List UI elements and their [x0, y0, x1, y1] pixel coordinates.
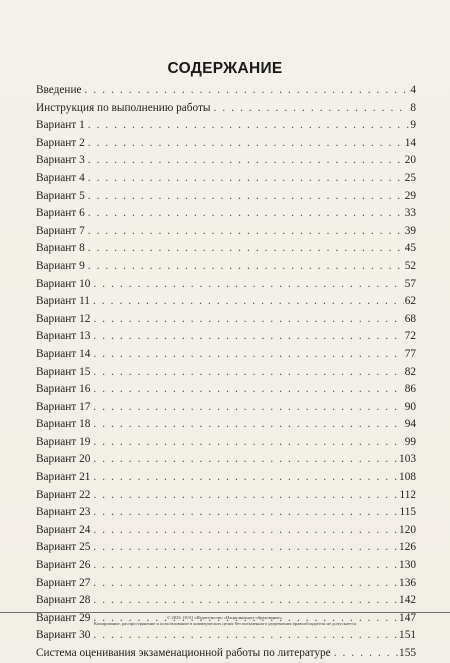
toc-dot-leader	[93, 539, 398, 557]
toc-entry-page-number: 29	[404, 189, 416, 202]
toc-dot-leader	[214, 100, 410, 118]
toc-entry	[36, 188, 416, 206]
toc-dot-leader	[93, 381, 403, 399]
toc-entry-label: Вариант 13	[36, 330, 91, 343]
toc-entry-page-number: 151	[399, 629, 416, 642]
toc-entry	[36, 82, 416, 100]
toc-entry-page-number: 9	[410, 119, 416, 132]
toc-entry-label: Вариант 5	[36, 189, 85, 202]
table-of-contents	[36, 82, 416, 663]
toc-entry	[36, 592, 416, 610]
toc-dot-leader	[93, 346, 403, 364]
toc-entry-page-number: 45	[404, 242, 416, 255]
toc-entry-page-number: 82	[404, 365, 416, 378]
toc-entry	[36, 451, 416, 469]
toc-entry-label: Вариант 29	[36, 611, 91, 624]
toc-dot-leader	[88, 258, 404, 276]
footer-notice: Копирование, распространение и использование в коммерческих целях без письменного разрешения правообладателя не допускается	[93, 621, 357, 626]
toc-entry-label: Вариант 9	[36, 259, 85, 272]
footer-copyright: © 2023. ООО «Издательство «Национальное образование».	[166, 615, 284, 620]
toc-entry-label: Вариант 6	[36, 207, 85, 220]
toc-entry-page-number: 142	[399, 594, 416, 607]
toc-entry-label: Вариант 14	[36, 347, 91, 360]
toc-entry-label: Вариант 11	[36, 295, 90, 308]
toc-entry	[36, 557, 416, 575]
toc-entry-label: Вариант 17	[36, 400, 91, 413]
toc-entry-label: Вариант 1	[36, 119, 85, 132]
toc-entry-page-number: 108	[399, 471, 416, 484]
toc-entry-page-number: 130	[399, 559, 416, 572]
toc-entry-page-number: 68	[404, 312, 416, 325]
toc-entry-page-number: 4	[410, 84, 416, 96]
toc-entry-label: Вариант 16	[36, 383, 91, 396]
toc-dot-leader	[93, 557, 398, 575]
toc-entry-label: Вариант 26	[36, 559, 91, 572]
toc-dot-leader	[88, 223, 404, 241]
toc-entry-label: Вариант 27	[36, 576, 91, 589]
toc-entry-label: Инструкция по выполнению работы	[36, 101, 211, 114]
toc-entry-page-number: 147	[399, 611, 416, 624]
toc-dot-leader	[93, 364, 403, 382]
toc-dot-leader	[93, 416, 403, 434]
toc-entry	[36, 434, 416, 452]
toc-dot-leader	[88, 152, 404, 170]
toc-entry	[36, 539, 416, 557]
toc-entry-page-number: 99	[404, 435, 416, 448]
toc-entry-label: Вариант 18	[36, 418, 91, 431]
toc-entry	[36, 487, 416, 505]
toc-entry-page-number: 94	[404, 418, 416, 431]
toc-entry	[36, 152, 416, 170]
toc-dot-leader	[93, 592, 398, 610]
toc-entry-label: Вариант 21	[36, 471, 91, 484]
toc-entry-page-number: 14	[404, 136, 416, 149]
toc-entry-page-number: 103	[399, 453, 416, 466]
toc-entry-page-number: 57	[404, 277, 416, 290]
toc-dot-leader	[93, 434, 403, 452]
toc-entry-page-number: 33	[404, 207, 416, 220]
toc-entry-page-number: 112	[399, 488, 416, 501]
toc-entry-page-number: 86	[404, 383, 416, 396]
toc-dot-leader	[93, 276, 403, 294]
toc-dot-leader	[93, 504, 398, 522]
toc-dot-leader	[93, 293, 404, 311]
toc-entry-label: Введение	[36, 84, 82, 96]
toc-dot-leader	[88, 170, 404, 188]
toc-entry	[36, 170, 416, 188]
toc-dot-leader	[93, 487, 398, 505]
toc-dot-leader	[93, 575, 398, 593]
toc-entry-label: Система оценивания экзаменационной работы по литературе	[36, 647, 331, 659]
toc-entry	[36, 117, 416, 135]
toc-entry-label: Вариант 3	[36, 154, 85, 167]
toc-entry	[36, 469, 416, 487]
toc-dot-leader	[93, 399, 403, 417]
toc-entry	[36, 399, 416, 417]
toc-entry-label: Вариант 30	[36, 629, 91, 642]
toc-entry	[36, 135, 416, 153]
toc-entry	[36, 328, 416, 346]
toc-dot-leader	[88, 205, 404, 223]
toc-entry-label: Вариант 25	[36, 541, 91, 554]
footer-divider	[0, 612, 450, 613]
toc-dot-leader	[93, 311, 403, 329]
toc-entry-label: Вариант 24	[36, 523, 91, 536]
toc-entry	[36, 276, 416, 294]
toc-entry-page-number: 155	[399, 647, 416, 659]
toc-entry-label: Вариант 22	[36, 488, 91, 501]
toc-entry	[36, 627, 416, 645]
toc-entry-label: Вариант 12	[36, 312, 91, 325]
toc-entry-label: Вариант 7	[36, 224, 85, 237]
toc-dot-leader	[93, 469, 398, 487]
toc-entry	[36, 311, 416, 329]
toc-entry	[36, 645, 416, 663]
page-title: СОДЕРЖАНИЕ	[167, 60, 283, 77]
toc-entry-page-number: 115	[399, 506, 416, 519]
toc-entry-label: Вариант 15	[36, 365, 91, 378]
toc-entry-page-number: 62	[404, 295, 416, 308]
toc-entry-label: Вариант 20	[36, 453, 91, 466]
toc-entry	[36, 364, 416, 382]
toc-entry	[36, 258, 416, 276]
toc-entry-page-number: 136	[399, 576, 416, 589]
toc-dot-leader	[334, 645, 398, 663]
toc-entry-page-number: 72	[404, 330, 416, 343]
toc-entry	[36, 346, 416, 364]
toc-entry-label: Вариант 28	[36, 594, 91, 607]
toc-entry-label: Вариант 2	[36, 136, 85, 149]
toc-entry-page-number: 126	[399, 541, 416, 554]
toc-entry-page-number: 52	[404, 259, 416, 272]
toc-entry-page-number: 25	[404, 171, 416, 184]
toc-entry-label: Вариант 8	[36, 242, 85, 255]
toc-dot-leader	[93, 522, 398, 540]
toc-entry	[36, 100, 416, 118]
toc-entry-page-number: 77	[404, 347, 416, 360]
toc-entry	[36, 522, 416, 540]
toc-entry	[36, 416, 416, 434]
toc-entry	[36, 575, 416, 593]
toc-dot-leader	[88, 135, 404, 153]
toc-entry-page-number: 8	[410, 101, 416, 114]
toc-entry	[36, 223, 416, 241]
toc-dot-leader	[88, 117, 410, 135]
toc-entry-label: Вариант 19	[36, 435, 91, 448]
toc-entry	[36, 504, 416, 522]
toc-entry	[36, 240, 416, 258]
toc-dot-leader	[88, 240, 404, 258]
toc-entry	[36, 381, 416, 399]
toc-entry-page-number: 20	[404, 154, 416, 167]
toc-entry-page-number: 39	[404, 224, 416, 237]
toc-dot-leader	[88, 188, 404, 206]
toc-entry	[36, 293, 416, 311]
toc-dot-leader	[93, 627, 398, 645]
toc-entry	[36, 205, 416, 223]
toc-entry-label: Вариант 23	[36, 506, 91, 519]
toc-dot-leader	[93, 328, 403, 346]
toc-entry-page-number: 90	[404, 400, 416, 413]
toc-entry-label: Вариант 4	[36, 171, 85, 184]
toc-entry-label: Вариант 10	[36, 277, 91, 290]
toc-entry-page-number: 120	[399, 523, 416, 536]
toc-dot-leader	[93, 451, 398, 469]
toc-dot-leader	[85, 82, 410, 100]
